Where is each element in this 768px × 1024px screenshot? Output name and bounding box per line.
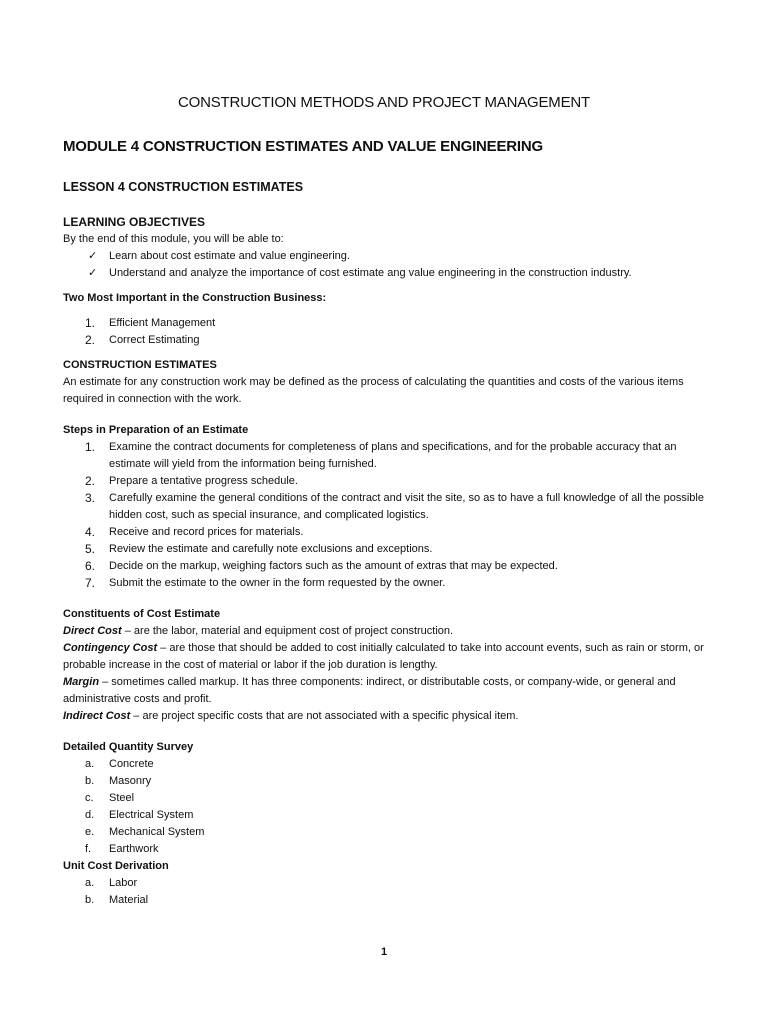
estimates-paragraph: An estimate for any construction work may be defined as the process of calculating the quantities and costs of the various items required in connection with the work. <box>63 376 684 405</box>
survey-list <box>63 756 713 858</box>
list-item: f. Earthwork <box>85 843 159 855</box>
list-item: 2. Prepare a tentative progress schedule. <box>85 474 298 488</box>
business-list <box>63 315 713 349</box>
list-item: 1. Examine the contract documents for completeness of plans and specifications, and for the probable accuracy that an estimate will yield from the information being furnished. <box>85 440 677 470</box>
list-item: e. Mechanical System <box>85 826 205 838</box>
check-icon: ✓ <box>88 250 98 262</box>
course-title: CONSTRUCTION METHODS AND PROJECT MANAGEMENT <box>178 94 590 111</box>
page-number: 1 <box>380 946 388 958</box>
constituent-contingency-cost: Contingency Cost – are those that should be added to cost initially calculated to take into account events, such as rain or storm, or probable increase in the cost of material or labor if the job duration is lengthy. <box>63 642 704 671</box>
list-item: a. Labor <box>85 877 138 889</box>
list-item: 6. Decide on the markup, weighing factors such as the amount of extras that may be expected. <box>85 559 558 573</box>
list-item: 2. Correct Estimating <box>85 333 200 347</box>
objectives-heading: LEARNING OBJECTIVES <box>63 215 206 229</box>
module-title: MODULE 4 CONSTRUCTION ESTIMATES AND VALUE ENGINEERING <box>63 138 543 155</box>
lesson-title: LESSON 4 CONSTRUCTION ESTIMATES <box>63 180 304 194</box>
survey-heading: Detailed Quantity Survey <box>63 741 194 753</box>
constituent-margin: Margin – sometimes called markup. It has three components: indirect, or distributable costs, or company-wide, or general and administrative costs and profit. <box>63 676 676 705</box>
list-item: a. Concrete <box>85 758 154 770</box>
estimates-heading: CONSTRUCTION ESTIMATES <box>63 359 217 371</box>
steps-list <box>63 439 713 592</box>
list-item: 7. Submit the estimate to the owner in the form requested by the owner. <box>85 576 446 590</box>
check-icon: ✓ <box>88 267 98 279</box>
list-item: b. Masonry <box>85 775 152 787</box>
document-body <box>63 214 713 909</box>
objectives-list <box>63 248 713 282</box>
list-item: ✓ Understand and analyze the importance of cost estimate ang value engineering in the construction industry. <box>63 265 713 282</box>
constituents-heading: Constituents of Cost Estimate <box>63 608 221 620</box>
business-heading: Two Most Important in the Construction Business: <box>63 292 327 304</box>
list-item: 1. Efficient Management <box>85 316 216 330</box>
constituent-indirect-cost: Indirect Cost – are project specific costs that are not associated with a specific physical item. <box>63 710 519 722</box>
list-item: 5. Review the estimate and carefully note exclusions and exceptions. <box>85 542 433 556</box>
list-item: d. Electrical System <box>85 809 194 821</box>
list-item: b. Material <box>85 894 149 906</box>
unit-cost-heading: Unit Cost Derivation <box>63 860 169 872</box>
list-item: c. Steel <box>85 792 135 804</box>
unit-cost-list <box>63 875 713 909</box>
steps-heading: Steps in Preparation of an Estimate <box>63 424 249 436</box>
objectives-intro: By the end of this module, you will be able to: <box>63 233 284 245</box>
list-item: ✓ Learn about cost estimate and value engineering. <box>63 248 713 265</box>
list-item: 4. Receive and record prices for materials. <box>85 525 304 539</box>
list-item: 3. Carefully examine the general conditions of the contract and visit the site, so as to have a full knowledge of all the possible hidden cost, such as special insurance, and complicated logistics. <box>85 491 704 521</box>
constituent-direct-cost: Direct Cost – are the labor, material and equipment cost of project construction. <box>63 625 454 637</box>
